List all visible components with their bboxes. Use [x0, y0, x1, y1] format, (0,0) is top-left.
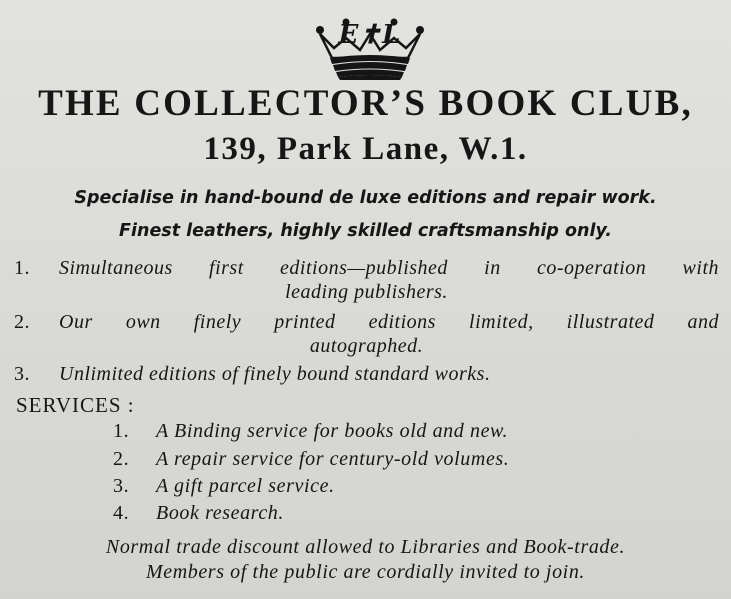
offering-number: 2.	[14, 311, 30, 333]
service-number: 2.	[113, 448, 130, 470]
offering-text-continued: autographed.	[309, 335, 424, 357]
service-text: A repair service for century-old volumes.	[156, 448, 510, 470]
service-text: Book research.	[156, 502, 284, 524]
specialty-line: Finest leathers, highly skilled craftsmanship only.	[119, 221, 612, 241]
specialty-line: Specialise in hand-bound de luxe editions and repair work.	[74, 188, 657, 208]
offering-text: Our own finely printed editions limited, illustrated and	[59, 311, 719, 333]
service-item	[113, 448, 509, 471]
offering-text-continued: leading publishers.	[285, 281, 448, 303]
crown-crest-logo	[316, 14, 424, 80]
offering-text: Simultaneous first editions—published in co-operation with	[59, 257, 719, 279]
service-text: A Binding service for books old and new.	[156, 420, 509, 442]
crest-monogram: E✝L	[338, 20, 402, 50]
service-number: 4.	[113, 502, 130, 524]
page-title: THE COLLECTOR’S BOOK CLUB,	[38, 83, 693, 124]
offering-text: Unlimited editions of finely bound standard works.	[59, 363, 491, 385]
footer-note: Members of the public are cordially invited to join.	[145, 561, 586, 583]
address-line: 139, Park Lane, W.1.	[203, 131, 528, 167]
service-item	[113, 502, 284, 525]
service-text: A gift parcel service.	[156, 475, 335, 497]
service-item	[113, 475, 335, 498]
offering-number: 1.	[14, 257, 30, 279]
service-number: 1.	[113, 420, 130, 442]
footer-note: Normal trade discount allowed to Libraries and Book-trade.	[105, 536, 626, 558]
offering-number: 3.	[14, 363, 30, 385]
services-heading: SERVICES :	[16, 393, 135, 417]
service-number: 3.	[113, 475, 130, 497]
service-item	[113, 420, 508, 443]
